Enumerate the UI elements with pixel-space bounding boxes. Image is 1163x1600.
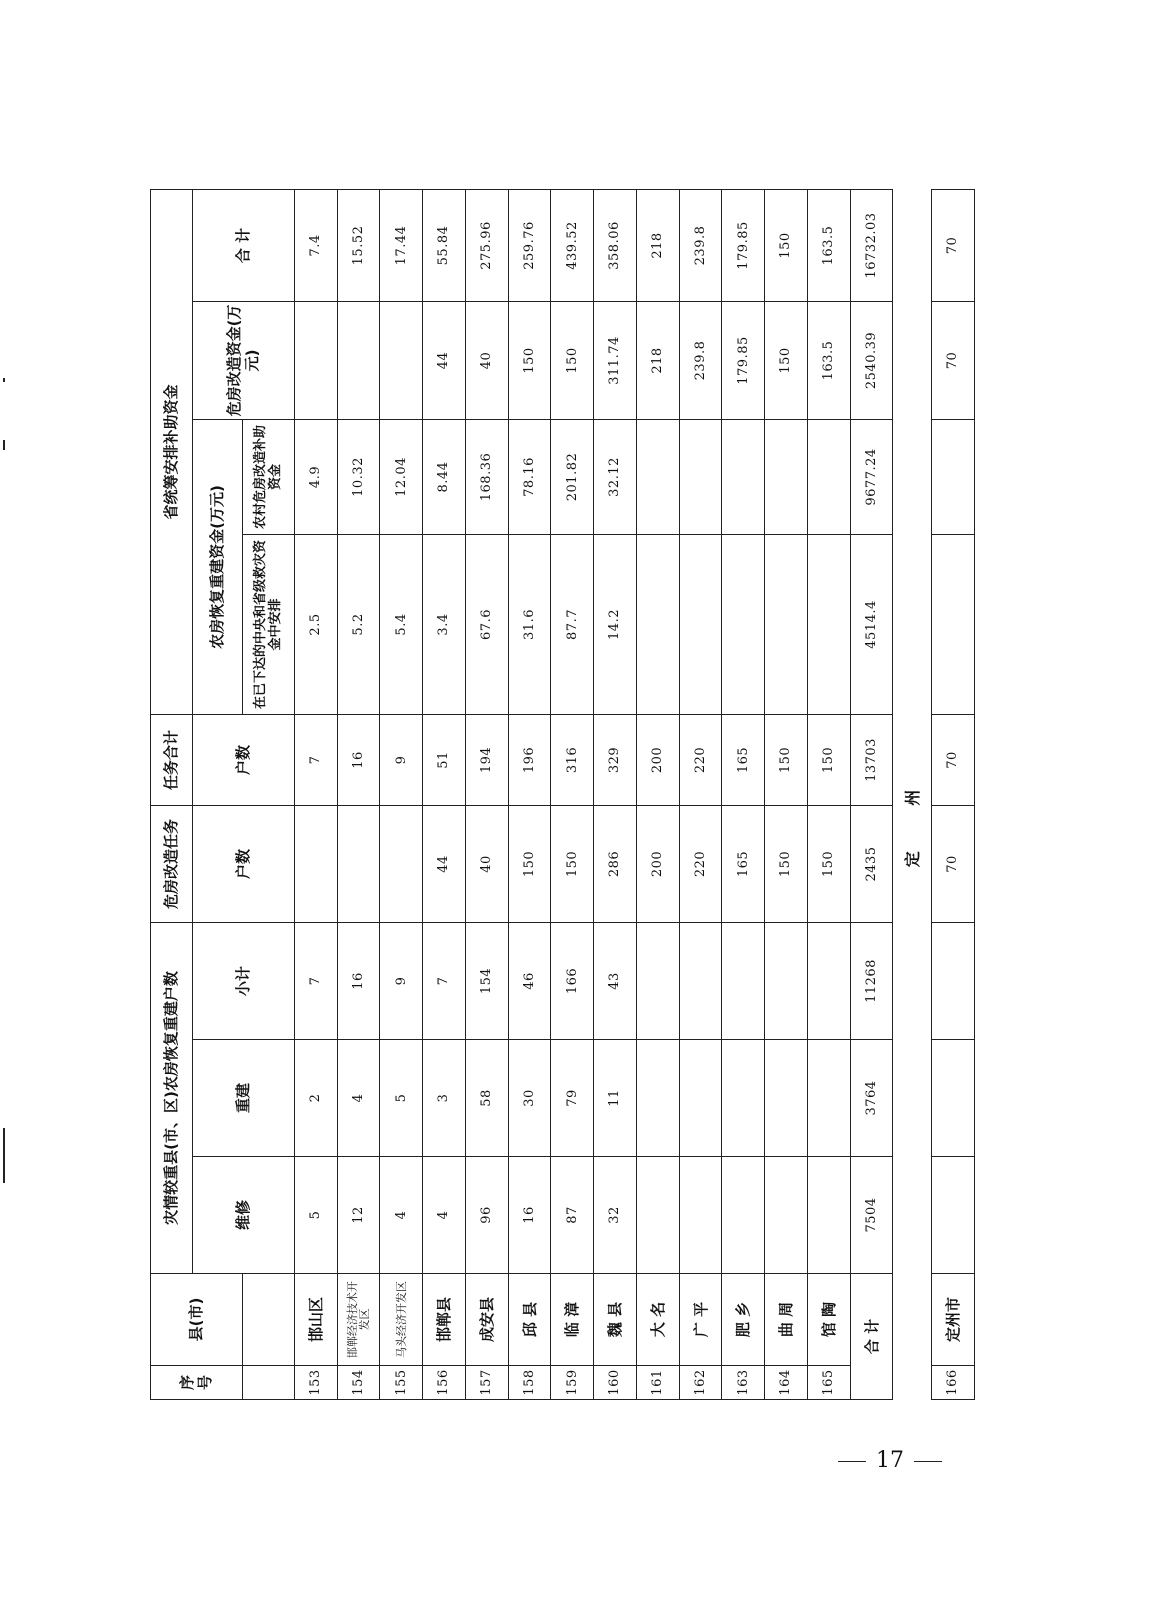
- cell-total: 13703: [850, 714, 893, 805]
- cell-rebuild: 3: [423, 1040, 466, 1157]
- cell-subtotal: [765, 922, 808, 1039]
- header-rural-fund: 农村危房改造补助资金: [242, 419, 294, 534]
- header-seq: 序号: [151, 1366, 243, 1400]
- cell-rural: 78.16: [508, 419, 551, 534]
- row-seq: 156: [423, 1366, 466, 1400]
- cell-rebuild: [807, 1040, 850, 1157]
- total-label: 合 计: [850, 1274, 893, 1400]
- cell-total: 200: [636, 714, 679, 805]
- cell-danger: 150: [508, 805, 551, 922]
- cell-repair: [636, 1157, 679, 1274]
- row-county-name: 魏 县: [594, 1274, 637, 1366]
- cell-recovery: [722, 534, 765, 714]
- table-row: [722, 189, 765, 1399]
- cell-repair: 7504: [850, 1157, 893, 1274]
- region-blank: [893, 189, 932, 714]
- cell-subtotal: 7: [294, 922, 337, 1039]
- cell-rebuild: [932, 1040, 975, 1157]
- cell-sum: 15.52: [337, 189, 380, 301]
- cell-sum: 17.44: [380, 189, 423, 301]
- row-county-name: 邯山区: [294, 1274, 337, 1366]
- scan-mark: [3, 440, 5, 450]
- cell-repair: 87: [551, 1157, 594, 1274]
- cell-sum: 218: [636, 189, 679, 301]
- cell-subtotal: [932, 922, 975, 1039]
- cell-repair: 4: [380, 1157, 423, 1274]
- cell-danger-fund: 179.85: [722, 301, 765, 419]
- cell-repair: 12: [337, 1157, 380, 1274]
- cell-subtotal: 166: [551, 922, 594, 1039]
- row-county-name: 邱 县: [508, 1274, 551, 1366]
- cell-sum: 358.06: [594, 189, 637, 301]
- table-row: [636, 189, 679, 1399]
- cell-sum: 55.84: [423, 189, 466, 301]
- page-number-text: 17: [876, 1448, 904, 1473]
- cell-subtotal: 46: [508, 922, 551, 1039]
- row-county-name: 肥 乡: [722, 1274, 765, 1366]
- cell-repair: [679, 1157, 722, 1274]
- cell-danger: 220: [679, 805, 722, 922]
- header-recovery-fund: 农房恢复重建资金(万元): [192, 419, 242, 714]
- cell-danger-fund: 150: [508, 301, 551, 419]
- cell-danger: 70: [932, 805, 975, 922]
- cell-sum: 259.76: [508, 189, 551, 301]
- cell-sum: 7.4: [294, 189, 337, 301]
- page-number: [810, 1448, 970, 1473]
- cell-sum: 163.5: [807, 189, 850, 301]
- row-county-name: 成安县: [465, 1274, 508, 1366]
- cell-repair: 16: [508, 1157, 551, 1274]
- cell-danger-fund: 150: [551, 301, 594, 419]
- row-seq: 159: [551, 1366, 594, 1400]
- cell-recovery: 67.6: [465, 534, 508, 714]
- header-disaster-group: 灾情较重县(市、区)农房恢复重建户数: [151, 922, 193, 1273]
- cell-rebuild: 4: [337, 1040, 380, 1157]
- cell-danger-fund: 40: [465, 301, 508, 419]
- cell-subtotal: 11268: [850, 922, 893, 1039]
- cell-sum: 179.85: [722, 189, 765, 301]
- cell-total: 316: [551, 714, 594, 805]
- cell-danger-fund: 218: [636, 301, 679, 419]
- region-name: 定 州: [893, 714, 932, 922]
- table-row: [423, 189, 466, 1399]
- row-county-name: 广 平: [679, 1274, 722, 1366]
- task-funding-table: [150, 190, 975, 1400]
- cell-subtotal: 154: [465, 922, 508, 1039]
- cell-rebuild: 11: [594, 1040, 637, 1157]
- cell-repair: [807, 1157, 850, 1274]
- cell-subtotal: [636, 922, 679, 1039]
- cell-rural: 201.82: [551, 419, 594, 534]
- scan-mark: [3, 1128, 5, 1183]
- row-seq: 166: [932, 1366, 975, 1400]
- table-row: [594, 189, 637, 1399]
- row-seq: 155: [380, 1366, 423, 1400]
- cell-rebuild: [765, 1040, 808, 1157]
- cell-recovery: [932, 534, 975, 714]
- row-seq: 158: [508, 1366, 551, 1400]
- cell-danger: 40: [465, 805, 508, 922]
- cell-rebuild: [679, 1040, 722, 1157]
- header-subsidy-group: 省统筹安排补助资金: [151, 189, 193, 714]
- table-row: [932, 189, 975, 1399]
- row-county-name: 曲 周: [765, 1274, 808, 1366]
- cell-total: 51: [423, 714, 466, 805]
- cell-sum: 239.8: [679, 189, 722, 301]
- header-county: 县(市): [151, 1274, 243, 1366]
- cell-total: 165: [722, 714, 765, 805]
- cell-recovery: 14.2: [594, 534, 637, 714]
- cell-danger: 2435: [850, 805, 893, 922]
- cell-sum: 70: [932, 189, 975, 301]
- cell-danger-fund: 150: [765, 301, 808, 419]
- cell-repair: [932, 1157, 975, 1274]
- cell-danger: 165: [722, 805, 765, 922]
- cell-total: 9: [380, 714, 423, 805]
- cell-rural: 32.12: [594, 419, 637, 534]
- cell-sum: 150: [765, 189, 808, 301]
- table-row: [551, 189, 594, 1399]
- row-seq: 165: [807, 1366, 850, 1400]
- table-row: [807, 189, 850, 1399]
- cell-subtotal: 9: [380, 922, 423, 1039]
- cell-rural: [765, 419, 808, 534]
- cell-subtotal: 7: [423, 922, 466, 1039]
- row-county-name: 馆 陶: [807, 1274, 850, 1366]
- cell-rural: 12.04: [380, 419, 423, 534]
- row-seq: 162: [679, 1366, 722, 1400]
- cell-rebuild: [722, 1040, 765, 1157]
- header-recovery-sub: 在已下达的中央和省级救灾资金中安排: [242, 534, 294, 714]
- cell-recovery: 2.5: [294, 534, 337, 714]
- cell-rural: [679, 419, 722, 534]
- table-row: [380, 189, 423, 1399]
- cell-rural: 8.44: [423, 419, 466, 534]
- cell-repair: [722, 1157, 765, 1274]
- cell-rebuild: 79: [551, 1040, 594, 1157]
- cell-danger: 200: [636, 805, 679, 922]
- cell-subtotal: 16: [337, 922, 380, 1039]
- header-grand-total: 合 计: [192, 189, 294, 301]
- row-county-name: 邯郸县: [423, 1274, 466, 1366]
- cell-rebuild: 3764: [850, 1040, 893, 1157]
- cell-rural: 168.36: [465, 419, 508, 534]
- cell-recovery: 5.2: [337, 534, 380, 714]
- cell-danger-fund: 70: [932, 301, 975, 419]
- cell-danger: 150: [807, 805, 850, 922]
- row-county-name: 临 漳: [551, 1274, 594, 1366]
- table-row: [508, 189, 551, 1399]
- cell-danger-fund: 239.8: [679, 301, 722, 419]
- cell-danger: 286: [594, 805, 637, 922]
- cell-rebuild: 5: [380, 1040, 423, 1157]
- header-danger-households: 户数: [192, 805, 294, 922]
- row-seq: 161: [636, 1366, 679, 1400]
- cell-danger-fund: 311.74: [594, 301, 637, 419]
- row-seq: 164: [765, 1366, 808, 1400]
- cell-recovery: 87.7: [551, 534, 594, 714]
- cell-rebuild: 30: [508, 1040, 551, 1157]
- row-county-name: 定州市: [932, 1274, 975, 1366]
- cell-danger-fund: [294, 301, 337, 419]
- cell-total: 150: [765, 714, 808, 805]
- table-row: [294, 189, 337, 1399]
- row-county-name: 大 名: [636, 1274, 679, 1366]
- cell-subtotal: [679, 922, 722, 1039]
- cell-danger: [294, 805, 337, 922]
- cell-recovery: [807, 534, 850, 714]
- row-county-name: 邯郸经济技术开发区: [337, 1274, 380, 1366]
- cell-rebuild: 2: [294, 1040, 337, 1157]
- table-row: [765, 189, 808, 1399]
- cell-recovery: [765, 534, 808, 714]
- row-seq: 163: [722, 1366, 765, 1400]
- cell-total: 220: [679, 714, 722, 805]
- cell-sum: 16732.03: [850, 189, 893, 301]
- cell-subtotal: 43: [594, 922, 637, 1039]
- region-separator-row: [893, 189, 932, 1399]
- cell-rural: [932, 419, 975, 534]
- total-row: [850, 189, 893, 1399]
- cell-recovery: 3.4: [423, 534, 466, 714]
- header-danger-group: 危房改造任务: [151, 805, 193, 922]
- header-subtotal: 小计: [192, 922, 294, 1039]
- cell-repair: 4: [423, 1157, 466, 1274]
- cell-total: 7: [294, 714, 337, 805]
- cell-rural: [722, 419, 765, 534]
- row-seq: 160: [594, 1366, 637, 1400]
- cell-total: 196: [508, 714, 551, 805]
- row-seq: 157: [465, 1366, 508, 1400]
- header-task-total: 任务合计: [151, 714, 193, 805]
- cell-danger: 150: [551, 805, 594, 922]
- cell-danger: [337, 805, 380, 922]
- cell-recovery: [679, 534, 722, 714]
- row-seq: 153: [294, 1366, 337, 1400]
- cell-repair: 96: [465, 1157, 508, 1274]
- table-row: [679, 189, 722, 1399]
- cell-subtotal: [807, 922, 850, 1039]
- cell-rural: 10.32: [337, 419, 380, 534]
- cell-rural: [636, 419, 679, 534]
- header-task-households: 户数: [192, 714, 294, 805]
- row-county-name: 马头经济开发区: [380, 1274, 423, 1366]
- cell-rebuild: 58: [465, 1040, 508, 1157]
- header-danger-fund: 危房改造资金(万元): [192, 301, 294, 419]
- cell-recovery: [636, 534, 679, 714]
- table-row: [465, 189, 508, 1399]
- cell-sum: 275.96: [465, 189, 508, 301]
- cell-repair: 32: [594, 1157, 637, 1274]
- region-blank: [893, 922, 932, 1399]
- cell-rural: 9677.24: [850, 419, 893, 534]
- cell-danger-fund: 163.5: [807, 301, 850, 419]
- cell-total: 329: [594, 714, 637, 805]
- cell-rural: 4.9: [294, 419, 337, 534]
- header-repair: 维修: [192, 1157, 294, 1274]
- cell-danger-fund: 2540.39: [850, 301, 893, 419]
- cell-rebuild: [636, 1040, 679, 1157]
- cell-recovery: 31.6: [508, 534, 551, 714]
- cell-danger-fund: 44: [423, 301, 466, 419]
- cell-repair: 5: [294, 1157, 337, 1274]
- cell-total: 16: [337, 714, 380, 805]
- header-rebuild: 重建: [192, 1040, 294, 1157]
- cell-recovery: 4514.4: [850, 534, 893, 714]
- cell-danger-fund: [337, 301, 380, 419]
- table-row: [337, 189, 380, 1399]
- cell-danger-fund: [380, 301, 423, 419]
- cell-total: 150: [807, 714, 850, 805]
- cell-danger: 150: [765, 805, 808, 922]
- cell-danger: 44: [423, 805, 466, 922]
- cell-subtotal: [722, 922, 765, 1039]
- cell-recovery: 5.4: [380, 534, 423, 714]
- row-seq: 154: [337, 1366, 380, 1400]
- cell-total: 194: [465, 714, 508, 805]
- cell-rural: [807, 419, 850, 534]
- cell-total: 70: [932, 714, 975, 805]
- cell-repair: [765, 1157, 808, 1274]
- cell-danger: [380, 805, 423, 922]
- scan-mark: [3, 378, 5, 382]
- cell-sum: 439.52: [551, 189, 594, 301]
